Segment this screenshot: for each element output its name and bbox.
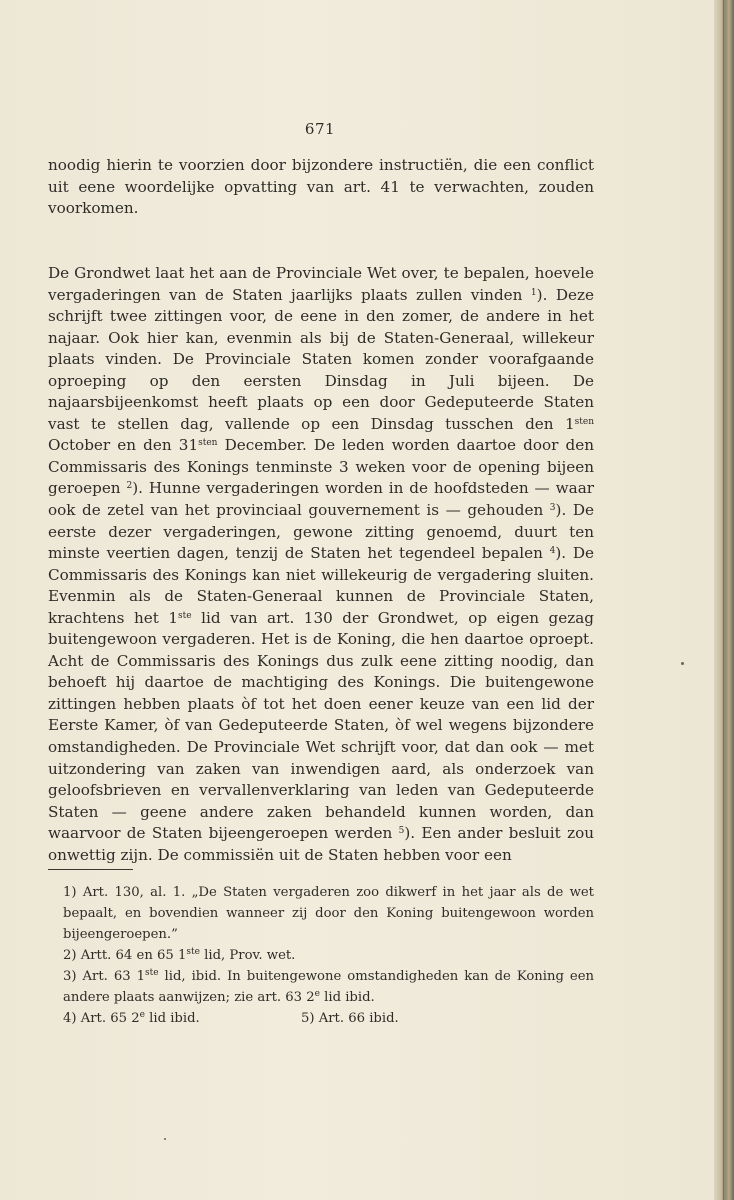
para2-seg-9: ). Een ander besluit zou onwettig zijn. De commissiën uit de Staten hebben voor een bbox=[48, 824, 594, 864]
footnote-ref-3: 3 bbox=[549, 503, 556, 514]
paper-speck bbox=[164, 1138, 166, 1140]
footnote-3 bbox=[48, 966, 594, 1008]
para2-seg-3: October en den 31 bbox=[48, 436, 199, 455]
footnotes bbox=[48, 882, 594, 1029]
footnote-4-sup: e bbox=[139, 1010, 145, 1020]
footnote-4 bbox=[48, 1008, 301, 1029]
paragraph-1 bbox=[48, 155, 594, 220]
footnote-3-b: lid, ibid. In buitengewone omstandigheden kan de Koning een andere plaats aanwijzen; zie art. 63 2 bbox=[63, 969, 594, 1005]
footnote-4-a: 4) Art. 65 2 bbox=[63, 1011, 140, 1026]
para2-seg-6: ). De eerste dezer vergaderingen, gewone zitting genoemd, duurt ten minste veertien dagen, tenzij de Staten het tegendeel bepalen bbox=[48, 501, 594, 563]
para2-seg-4: December. De leden worden daartoe door den Commissaris des Konings tenminste 3 weken voor de opening bijeen geroepen bbox=[48, 436, 594, 498]
footnote-ref-5: 5 bbox=[398, 826, 405, 837]
footnote-3-c: lid ibid. bbox=[319, 990, 375, 1005]
para2-seg-1: De Grondwet laat het aan de Provinciale Wet over, te bepalen, hoevele vergaderingen van de Staten jaarlijks plaats zullen vinden bbox=[48, 264, 594, 304]
superscript-sten-2: sten bbox=[198, 438, 218, 449]
footnote-3-sup2: e bbox=[314, 989, 320, 999]
superscript-ste-1: ste bbox=[178, 610, 192, 621]
footnote-ref-2: 2 bbox=[126, 481, 133, 492]
para2-seg-5: ). Hunne vergaderingen worden in de hoofdsteden — waar ook de zetel van het provinciaal gouvernement is — gehouden bbox=[48, 479, 595, 520]
para2-seg-8: lid van art. 130 der Grondwet, op eigen gezag buitengewoon vergaderen. Het is de Koning, die hen daartoe oproept. Acht de Commissaris des Konings dus zulk eene zitting noodig, dan behoeft hij daartoe de machtiging des Konings. Die buitengewone zittingen hebben plaats òf tot het doen eener keuze van een lid der Eerste Kamer, òf van Gedeputeerde Staten, òf wel wegens bijzondere omstandigheden. De Provinciale Wet schrijft voor, dat dan ook — met uitzondering van zaken van inwendigen aard, als onderzoek van geloofsbrieven en vervallenverklaring van leden van Gedeputeerde Staten — geene andere zaken behandeld kunnen worden, dan waarvoor de Staten bijeengeroepen werden bbox=[48, 608, 594, 843]
page-edge-line bbox=[723, 0, 724, 1200]
footnote-3-sup: ste bbox=[144, 968, 159, 978]
page-number: 671 bbox=[304, 120, 336, 138]
footnote-2-b: lid, Prov. wet. bbox=[199, 948, 296, 963]
paragraph-1-text: noodig hierin te voorzien door bijzondere instructiën, die een conflict uit eene woordelijke opvatting van art. 41 te verwachten, zouden voorkomen. bbox=[48, 156, 594, 218]
footnote-1: 1) Art. 130, al. 1. „De Staten vergaderen zoo dikwerf in het jaar als de wet bepaalt, en bovendien wanneer zij door den Koning buitengewoon worden bijeengeroepen.” bbox=[63, 885, 594, 942]
footnote-3-a: 3) Art. 63 1 bbox=[63, 969, 145, 984]
footnote-divider bbox=[48, 869, 133, 870]
footnote-ref-1: 1 bbox=[530, 287, 537, 298]
footnote-2-a: 2) Artt. 64 en 65 1 bbox=[63, 948, 187, 963]
footnote-2 bbox=[48, 945, 594, 966]
para2-seg-2: ). Deze schrijft twee zittingen voor, de eene in den zomer, de andere in het najaar. Ook hier kan, evenmin als bij de Staten-Generaal, willekeur plaats vinden. De Provinciale Staten komen zonder voorafgaande oproeping op den eersten Dinsdag in Juli bijeen. De najaarsbijeenkomst heeft plaats op een door Gedeputeerde Staten vast te stellen dag, vallende op een Dinsdag tusschen den 1 bbox=[48, 285, 594, 433]
para2-seg-7: ). De Commissaris des Konings kan niet willekeurig de vergadering sluiten. Evenmin als de Staten-Generaal kunnen de Provinciale Staten, krachtens het 1 bbox=[48, 544, 594, 627]
paragraph-2 bbox=[48, 263, 594, 866]
paragraph-2-text bbox=[48, 263, 594, 866]
superscript-sten-1: sten bbox=[574, 416, 594, 427]
paper-speck bbox=[681, 662, 684, 665]
footnote-2-sup: ste bbox=[186, 947, 200, 957]
footnote-ref-4: 4 bbox=[549, 546, 556, 557]
footnote-4-5-row bbox=[48, 1008, 594, 1029]
page-edge bbox=[714, 0, 734, 1200]
footnote-4-b: lid ibid. bbox=[144, 1011, 200, 1026]
footnote-5: 5) Art. 66 ibid. bbox=[301, 1011, 399, 1026]
